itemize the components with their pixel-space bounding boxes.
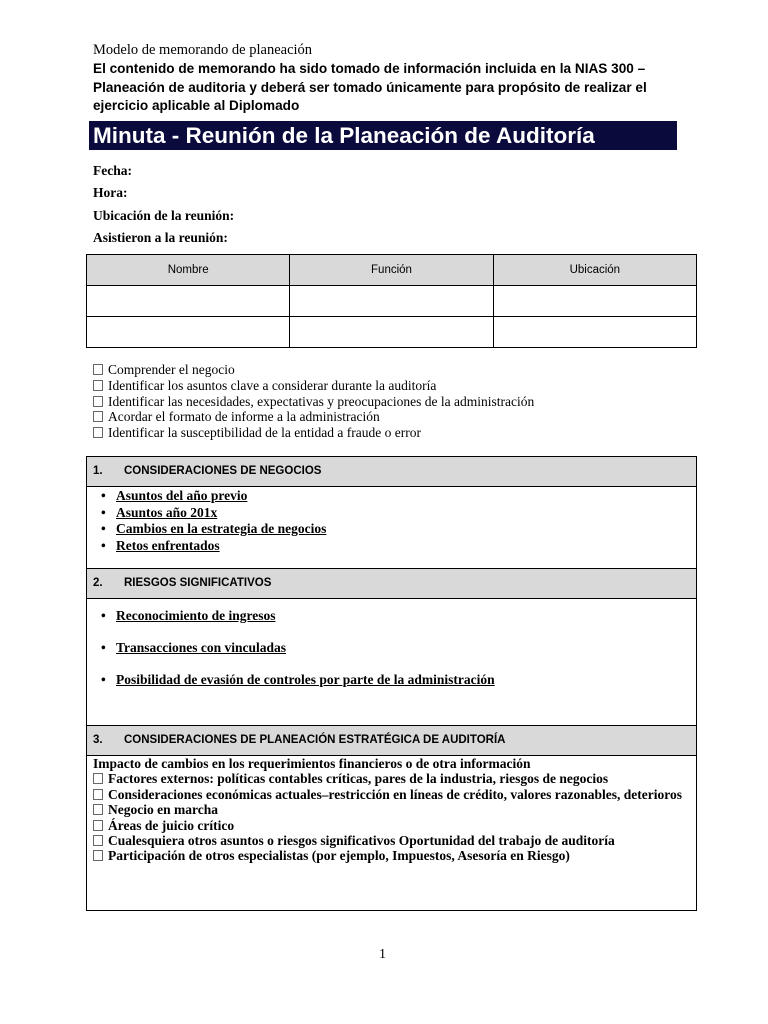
objective-item: Identificar los asuntos clave a considerar durante la auditoría xyxy=(93,378,534,394)
objectives-list xyxy=(93,362,534,441)
list-item: • Reconocimiento de ingresos xyxy=(116,600,495,632)
table-cell xyxy=(87,286,290,317)
list-item: • Transacciones con vinculadas xyxy=(116,632,495,664)
section-body-risks xyxy=(86,599,697,726)
objective-item: Acordar el formato de informe a la administración xyxy=(93,409,534,425)
column-header-function: Función xyxy=(290,255,493,286)
list-item: Áreas de juicio crítico xyxy=(93,818,683,833)
time-label: Hora: xyxy=(93,185,128,200)
list-item: • Posibilidad de evasión de controles por parte de la administración xyxy=(116,664,495,696)
section-header-strategy xyxy=(86,725,697,756)
section-body-strategy xyxy=(86,756,697,911)
table-header-row xyxy=(87,255,697,286)
checkbox-icon xyxy=(93,427,103,438)
section-number: 2. xyxy=(93,577,103,589)
notice-paragraph: El contenido de memorando ha sido tomado de información incluida en la NIAS 300 – Planeación de auditoria y deberá ser tomado únicamente para propósito de realizar el ejercicio aplicable al Diplomado xyxy=(93,61,647,113)
section-title: RIESGOS SIGNIFICATIVOS xyxy=(124,577,272,589)
list-item: • Asuntos año 201x xyxy=(116,505,326,522)
objective-item: Identificar las necesidades, expectativas y preocupaciones de la administración xyxy=(93,394,534,410)
list-item: Cualesquiera otros asuntos o riesgos significativos Oportunidad del trabajo de auditoría xyxy=(93,833,683,848)
checkbox-icon xyxy=(93,773,103,784)
list-item: Factores externos: políticas contables críticas, pares de la industria, riesgos de negocios xyxy=(93,771,683,786)
list-item: • Retos enfrentados xyxy=(116,538,326,555)
checkbox-icon xyxy=(93,789,103,800)
table-cell xyxy=(493,286,696,317)
section-header-business xyxy=(86,456,697,487)
table-row xyxy=(87,317,697,348)
section-number: 1. xyxy=(93,465,103,477)
section-body-business xyxy=(86,487,697,569)
title-banner xyxy=(89,121,677,150)
list-item: Participación de otros especialistas (por ejemplo, Impuestos, Asesoría en Riesgo) xyxy=(93,848,683,863)
checkbox-icon xyxy=(93,804,103,815)
location-label: Ubicación de la reunión: xyxy=(93,208,235,223)
checkbox-icon xyxy=(93,835,103,846)
list-item: • Asuntos del año previo xyxy=(116,488,326,505)
attendees-table xyxy=(86,254,697,348)
section-title: CONSIDERACIONES DE NEGOCIOS xyxy=(124,465,322,477)
checkbox-icon xyxy=(93,380,103,391)
objective-item: Identificar la susceptibilidad de la entidad a fraude o error xyxy=(93,425,534,441)
table-row xyxy=(87,286,697,317)
checkbox-icon xyxy=(93,850,103,861)
section-header-risks xyxy=(86,568,697,599)
checkbox-icon xyxy=(93,820,103,831)
checkbox-icon xyxy=(93,364,103,375)
date-label: Fecha: xyxy=(93,163,132,178)
table-cell xyxy=(87,317,290,348)
table-cell xyxy=(290,286,493,317)
table-cell xyxy=(493,317,696,348)
bullet-list xyxy=(116,488,326,554)
table-cell xyxy=(290,317,493,348)
section-number: 3. xyxy=(93,734,103,746)
bullet-list xyxy=(116,600,495,696)
section-title: CONSIDERACIONES DE PLANEACIÓN ESTRATÉGICA DE AUDITORÍA xyxy=(124,734,506,746)
column-header-name: Nombre xyxy=(87,255,290,286)
page-title: Minuta - Reunión de la Planeación de Auditoría xyxy=(93,123,595,148)
objective-item: Comprender el negocio xyxy=(93,362,534,378)
list-item: Consideraciones económicas actuales–restricción en líneas de crédito, valores razonables, deterioros Negocio en marcha xyxy=(93,787,683,818)
column-header-location: Ubicación xyxy=(493,255,696,286)
checkbox-icon xyxy=(93,411,103,422)
strategy-intro: Impacto de cambios en los requerimientos financieros o de otra información xyxy=(93,756,531,771)
page-number: 1 xyxy=(379,947,386,962)
document-subtitle: Modelo de memorando de planeación xyxy=(93,42,313,58)
strategy-content xyxy=(93,756,683,864)
list-item: • Cambios en la estrategia de negocios xyxy=(116,521,326,538)
attendees-label: Asistieron a la reunión: xyxy=(93,230,228,245)
checkbox-icon xyxy=(93,396,103,407)
